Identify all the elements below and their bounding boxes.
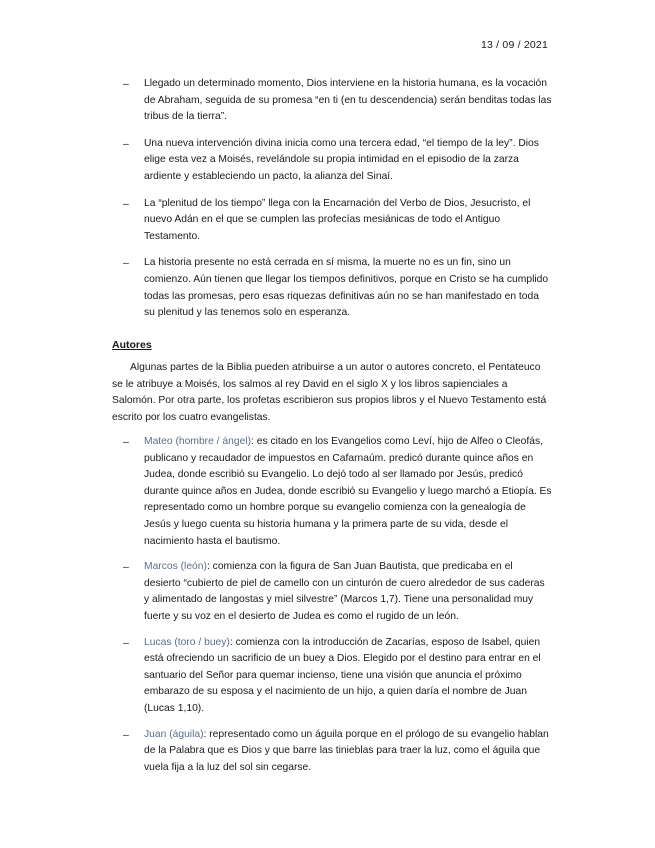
list-item: [112, 196, 552, 246]
dash-bullet: –: [123, 78, 129, 90]
list-item: [112, 76, 552, 126]
author-item: [112, 434, 552, 550]
author-name: Mateo (hombre / ángel): [144, 436, 252, 447]
dash-bullet: –: [123, 257, 129, 270]
list-item-text: La historia presente no está cerrada en sí misma, la muerte no es un fin, sino un comienzo. Aún tienen que llegar los tiempos definitivos, porque en Cristo se ha cumplido todas las promesas, pero esas riquezas definitivas aún no se han manifestado en toda su plenitud y las tenemos solo en esperanza.: [144, 257, 549, 319]
author-name: Juan (águila): [144, 728, 204, 740]
dash-bullet: –: [123, 561, 129, 574]
list-item: [112, 136, 552, 186]
author-text: [144, 434, 552, 550]
author-description: : comienza con la introducción de Zacarías, esposo de Isabel, quien está ofreciendo un sacrificio de un buey a Dios. Elegido por el destino para entrar en el santuario del Señor para quemar incienso, tiene una visión que anuncia el próximo embarazo de su esposa y el nacimiento de un hijo, a quien daría el nombre de Juan (Lucas 1,10).: [144, 636, 541, 714]
author-text: [144, 727, 552, 777]
authors-list: [112, 434, 552, 785]
author-item: [112, 635, 552, 718]
author-item: [112, 727, 552, 777]
author-description: : comienza con la figura de San Juan Bautista, que predicaba en el desierto “cubierto de piel de camello con un cinturón de cuero alrededor de sus caderas y alimentado de langostas y miel silvestre” (Marcos 1,7). Tiene una personalidad muy fuerte y su voz en el desierto de Judea es como el rugido de un león.: [144, 561, 545, 622]
dash-bullet: –: [123, 436, 129, 448]
list-item-text: Una nueva intervención divina inicia como una tercera edad, “el tiempo de la ley”. Dios elige esta vez a Moisés, revelándole su propia intimidad en el episodio de la zarza ardiente y estableciendo un pacto, la alianza del Sinaí.: [144, 137, 539, 182]
author-description: : representado como un águila porque en el prólogo de su evangelio hablan de la Palabra que es Dios y que barre las tinieblas para traer la luz, como el águila que vuela fija a la luz del sol sin cegarse.: [144, 728, 549, 773]
list-item-text: La “plenitud de los tiempo” llega con la Encarnación del Verbo de Dios, Jesucristo, el nuevo Adán en el que se cumplen las profecías mesiánicas de todo el Antiguo Testamento.: [144, 197, 531, 242]
author-name: Lucas (toro / buey): [144, 636, 230, 648]
section-heading: Autores: [112, 339, 152, 351]
section-intro-paragraph: Algunas partes de la Biblia pueden atribuirse a un autor o autores concreto, el Pentateuco se le atribuye a Moisés, los salmos al rey David en el siglo X y los libros sapienciales a Salomón. Por otra parte, los profetas escribieron sus propios libros y el Nuevo Testamento está escrito por los cuatro evangelistas.: [112, 362, 547, 423]
list-item: [112, 255, 552, 321]
author-text: [144, 559, 552, 625]
author-item: [112, 559, 552, 625]
dash-bullet: –: [123, 137, 129, 150]
author-description: : es citado en los Evangelios como Leví, hijo de Alfeo o Cleofás, publicano y recaudador de impuestos en Cafarnaúm. predicó durante quince años en Judea, donde escribió su Evangelio. Lo dejó todo al ser llamado por Jesús, predicó durante quince años en Judea, donde escribió su Evangelio y luego marchó a Etiopía. Es representado como un hombre porque su evangelio comienza con la genealogía de Jesús y luego cuenta su historia humana y la primera parte de su vida, desde el nacimiento hasta el bautismo.: [144, 436, 552, 547]
intro-list: [112, 76, 552, 332]
dash-bullet: –: [123, 636, 129, 649]
author-text: [144, 635, 552, 718]
dash-bullet: –: [123, 728, 129, 741]
dash-bullet: –: [123, 197, 129, 210]
list-item-text: Llegado un determinado momento, Dios interviene en la historia humana, es la vocación de Abraham, seguida de su promesa “en ti (en tu descendencia) serán benditas todas las tribus de la tierra”.: [144, 78, 552, 123]
document-date: 13 / 09 / 2021: [480, 39, 548, 51]
author-name: Marcos (león): [144, 561, 207, 573]
